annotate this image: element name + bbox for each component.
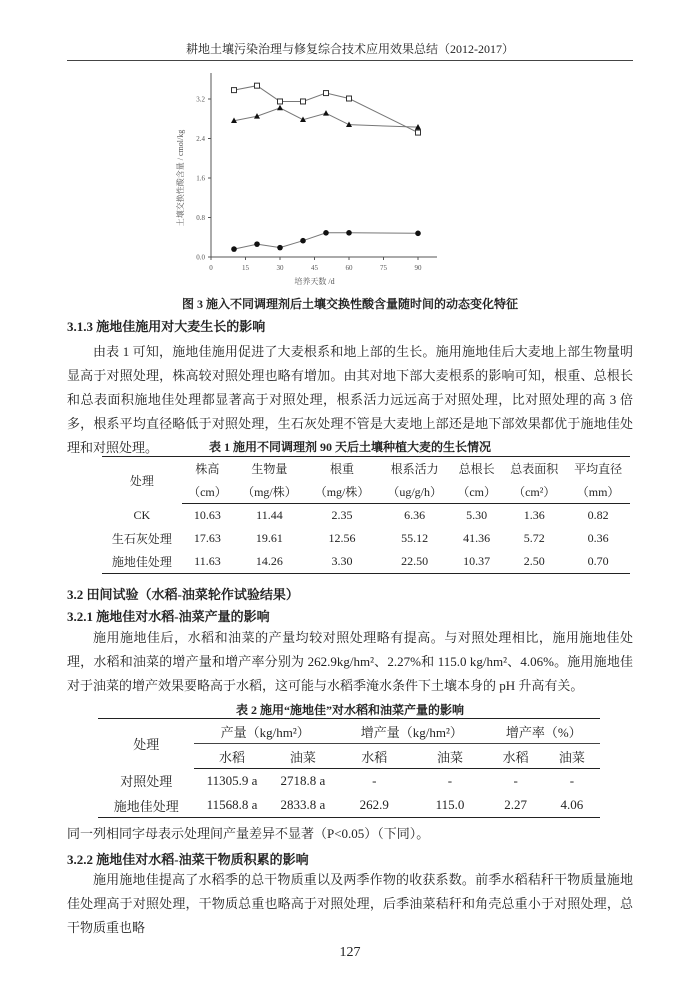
unit-cell: （ug/g/h） (378, 480, 451, 504)
unit-cell: （mm） (566, 480, 630, 504)
table-note: 同一列相同字母表示处理间产量差异不显著（P<0.05）（下同）。 (67, 826, 430, 841)
y-tick-label: 0.0 (196, 253, 205, 262)
unit-cell: （cm²） (502, 480, 566, 504)
table-cell: 2718.8 a (280, 773, 326, 788)
data-point-circle (277, 245, 283, 251)
table-cell: 41.36 (463, 531, 491, 545)
table-cell: 115.0 (435, 797, 465, 812)
table-cell: 55.12 (401, 531, 429, 545)
sub-header: 水稻 (336, 744, 412, 769)
unit-cell: （cm） (451, 480, 502, 504)
table-cell: 14.26 (255, 554, 283, 568)
x-tick-label: 75 (380, 264, 387, 272)
page-number: 127 (339, 945, 361, 960)
group-header: 增产量（kg/hm²） (336, 719, 487, 744)
table-cell: 11568.8 a (206, 797, 258, 812)
paragraph: 施用施地佳后，水稻和油菜的产量均较对照处理略有提高。与对照处理相比，施用施地佳处理，水稻和油菜的增产量和增产率分别为 262.9kg/hm²、2.27%和 115.0 kg/hm²、4.06%。施用施地佳对于油菜的增产效果要略高于水稻，这可能与水稻季淹水条件下土壤本身的 pH 升高有关。 (67, 630, 633, 693)
table-row (98, 793, 600, 818)
data-point-circle (346, 230, 352, 236)
table-cell: 5.30 (466, 508, 488, 522)
group-header: 产量（kg/hm²） (194, 719, 336, 744)
table-cell: 2.27 (504, 797, 527, 812)
data-point-circle (323, 230, 329, 236)
y-tick-label: 3.2 (196, 95, 205, 104)
data-point-square (301, 99, 306, 104)
table-cell: 0.82 (587, 508, 609, 522)
table-cell: - (372, 773, 377, 788)
x-tick-label: 0 (209, 264, 213, 272)
x-tick-label: 60 (345, 264, 353, 272)
x-tick-label: 15 (242, 264, 249, 272)
table-cell: - (569, 773, 575, 788)
data-point-square (324, 91, 329, 96)
table-cell: 施地佳处理 (113, 798, 179, 814)
chart-axes (175, 73, 437, 286)
sub-header: 水稻 (194, 744, 269, 769)
y-tick-label: 0.8 (196, 214, 205, 222)
table-cell: 对照处理 (120, 774, 173, 790)
table-cell: CK (133, 507, 151, 522)
paragraph: 施用施地佳提高了水稻季的总干物质重以及两季作物的收获系数。前季水稻秸秆干物质量施地佳处理高于对照处理，干物质总重也略高于对照处理，后季油菜秸秆和角壳总重小于对照处理，总干物质重也略 (67, 872, 633, 935)
table-row (102, 527, 630, 550)
data-point-square (347, 96, 352, 101)
table-cell: 11305.9 a (206, 773, 258, 788)
section-heading: 3.2.2 施地佳对水稻-油菜干物质积累的影响 (67, 852, 309, 867)
table-cell: 6.36 (404, 508, 426, 522)
unit-cell: （mg/株） (306, 480, 379, 504)
data-point-square (278, 99, 283, 104)
table-caption: 表 2 施用“施地佳”对水稻和油菜产量的影响 (235, 703, 464, 717)
table-row (102, 504, 630, 528)
section-heading: 3.2 田间试验（水稻-油菜轮作试验结果） (67, 587, 299, 602)
table-cell: - (447, 773, 453, 788)
table-cell: 4.06 (560, 797, 584, 812)
header-cell: 处理 (129, 473, 154, 488)
exchangeable-acid-chart (150, 70, 450, 295)
table-cell: 10.63 (193, 508, 221, 522)
table-row (102, 550, 630, 574)
x-tick-label: 90 (414, 264, 422, 272)
table-cell: 1.36 (523, 508, 545, 522)
data-point-triangle (323, 110, 329, 116)
table-cell: 10.37 (463, 554, 491, 568)
unit-cell: （mg/株） (233, 480, 306, 504)
table-cell: 19.61 (255, 531, 283, 545)
sub-header: 油菜 (412, 744, 487, 769)
header-cell: 平均直径 (574, 462, 623, 476)
table-row (98, 769, 600, 794)
table-cell: 2.50 (523, 554, 545, 568)
table-cell: 施地佳处理 (111, 555, 172, 569)
sub-header: 油菜 (544, 744, 600, 769)
running-header: 耕地土壤污染治理与修复综合技术应用效果总结（2012-2017） (67, 40, 633, 61)
y-tick-label: 2.4 (196, 135, 205, 143)
table-cell: 262.9 (359, 797, 389, 812)
header-cell: 根系活力 (390, 462, 439, 476)
data-point-triangle (346, 121, 352, 127)
group-header: 增产率（%） (488, 719, 600, 744)
table-cell: 11.44 (256, 508, 283, 522)
barley-growth-table (102, 456, 630, 574)
section-heading: 3.2.1 施地佳对水稻-油菜产量的影响 (67, 609, 270, 624)
table-cell: 0.36 (587, 531, 609, 545)
table-caption: 表 1 施用不同调理剂 90 天后土壤种植大麦的生长情况 (208, 440, 491, 454)
table-cell: 2.35 (331, 508, 353, 522)
yield-table (98, 718, 600, 818)
section-heading: 3.1.3 施地佳施用对大麦生长的影响 (67, 319, 266, 334)
x-axis-label: 培养天数 /d (294, 277, 335, 286)
table-cell: 22.50 (401, 554, 429, 568)
unit-cell: （cm） (182, 480, 233, 504)
data-point-circle (415, 231, 421, 237)
header-cell: 生物量 (251, 462, 288, 476)
table-cell: 5.72 (523, 531, 545, 545)
header-cell: 总根长 (458, 462, 495, 476)
y-axis-label: 土壤交换性酸含量 / cmol/kg (176, 129, 185, 227)
header-cell: 株高 (195, 462, 220, 476)
y-tick-label: 1.6 (196, 174, 205, 183)
table-cell: 17.63 (193, 531, 221, 545)
data-point-square (416, 130, 421, 135)
header-cell: 总表面积 (510, 462, 559, 476)
header-cell: 处理 (133, 737, 160, 753)
table-cell: 3.30 (331, 554, 353, 568)
sub-header: 油菜 (270, 744, 336, 769)
data-point-circle (231, 246, 237, 252)
data-point-square (232, 88, 237, 93)
data-point-circle (254, 241, 260, 247)
sub-header: 水稻 (488, 744, 544, 769)
data-point-square (255, 83, 260, 88)
paragraph: 由表 1 可知，施地佳施用促进了大麦根系和地上部的生长。施用施地佳后大麦地上部生物量明显高于对照处理，株高较对照处理也略有增加。由其对地下部大麦根系的影响可知，根重、总根长和总表面积施地佳处理都显著高于对照处理，根系活力远远高于对照处理，比对照处理的高 3 倍多，根系平均直径略低于对照处理，生石灰处理不管是大麦地上部还是地下部效果都优于施地佳处理和对照处理。 (67, 344, 633, 455)
data-point-circle (300, 238, 306, 244)
table-cell: 2833.8 a (280, 797, 326, 812)
table-cell: 11.63 (194, 554, 221, 568)
figure-caption: 图 3 施入不同调理剂后土壤交换性酸含量随时间的动态变化特征 (181, 297, 518, 311)
table-cell: - (513, 773, 518, 788)
table-cell: 12.56 (328, 531, 356, 545)
chart-marks (231, 83, 421, 252)
data-point-triangle (277, 105, 283, 111)
table-cell: 生石灰处理 (111, 532, 172, 546)
x-tick-label: 30 (276, 264, 284, 272)
x-tick-label: 45 (311, 264, 318, 272)
table-cell: 0.70 (587, 554, 609, 568)
header-cell: 根重 (330, 462, 355, 476)
